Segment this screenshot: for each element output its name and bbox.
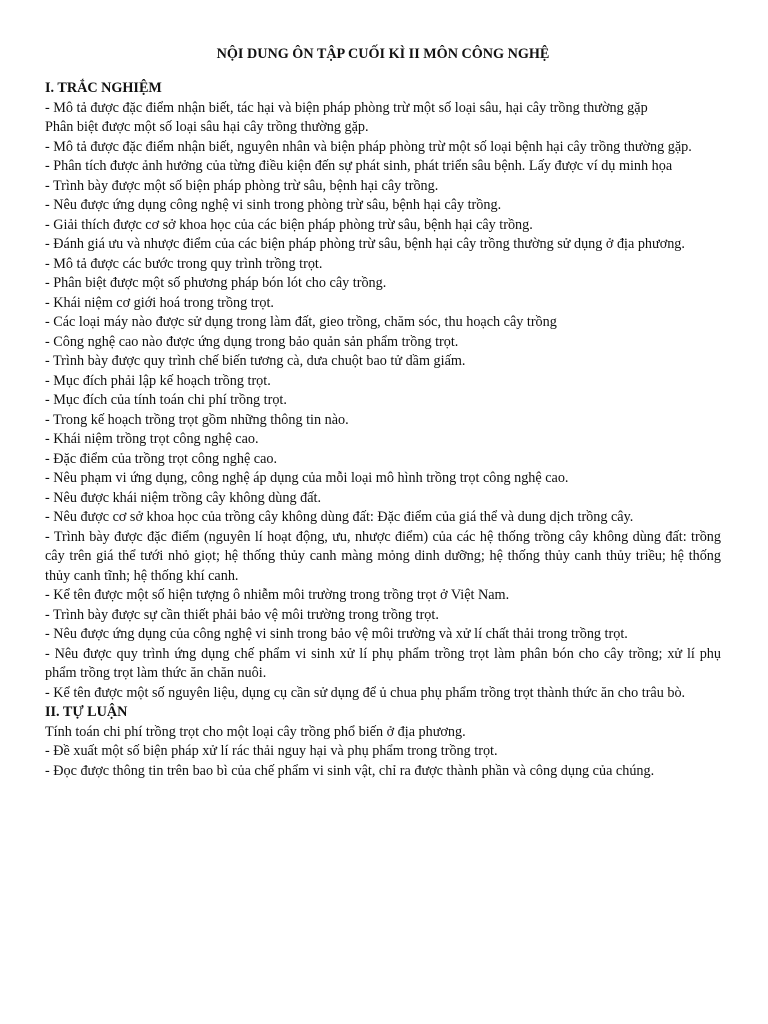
list-item: - Nêu được khái niệm trồng cây không dùng đất. (45, 489, 322, 506)
list-item: - Đánh giá ưu và nhược điểm của các biện pháp phòng trừ sâu, bệnh hại cây trồng thường sử dụng ở địa phương. (45, 236, 685, 252)
section-heading: II. TỰ LUẬN (45, 704, 128, 720)
list-item: - Mô tả được đặc điểm nhận biết, tác hại và biện pháp phòng trừ một số loại sâu, hại cây trồng thường gặp (45, 99, 648, 116)
section-essay (45, 703, 721, 781)
list-item: - Mô tả được đặc điểm nhận biết, nguyên nhân và biện pháp phòng trừ một số loại bệnh hại cây trồng thường gặp. (45, 138, 692, 155)
list-item: - Trình bày được sự cần thiết phải bảo vệ môi trường trong trồng trọt. (45, 606, 439, 623)
section-heading: I. TRẮC NGHIỆM (45, 80, 162, 96)
list-item: - Đặc điểm của trồng trọt công nghệ cao. (45, 450, 278, 467)
list-item: - Các loại máy nào được sử dụng trong làm đất, gieo trồng, chăm sóc, thu hoạch cây trồng (45, 314, 557, 330)
list-item: - Kể tên được một số hiện tượng ô nhiễm môi trường trong trồng trọt ở Việt Nam. (45, 587, 510, 603)
list-item: Tính toán chi phí trồng trọt cho một loại cây trồng phổ biến ở địa phương. (45, 723, 466, 740)
list-item: - Nêu được cơ sở khoa học của trồng cây không dùng đất: Đặc điểm của giá thể và dung dịch trồng cây. (45, 509, 634, 525)
document-page (45, 44, 721, 781)
list-item: - Giải thích được cơ sở khoa học của các biện pháp phòng trừ sâu, bệnh hại cây trồng. (45, 216, 533, 233)
list-item: - Đọc được thông tin trên bao bì của chế phẩm vi sinh vật, chỉ ra được thành phần và công dụng của chúng. (45, 762, 655, 779)
list-item: - Trong kế hoạch trồng trọt gồm những thông tin nào. (45, 411, 349, 428)
list-item: - Trình bày được quy trình chế biến tương cà, dưa chuột bao tử dầm giấm. (45, 353, 466, 369)
list-item: - Khái niệm cơ giới hoá trong trồng trọt. (45, 294, 274, 311)
list-item: - Mô tả được các bước trong quy trình trồng trọt. (45, 255, 323, 272)
list-item: - Trình bày được một số biện pháp phòng trừ sâu, bệnh hại cây trồng. (45, 177, 439, 194)
list-item: - Mục đích của tính toán chi phí trồng trọt. (45, 392, 287, 408)
list-item: - Phân tích được ảnh hưởng của từng điều kiện đến sự phát sinh, phát triển sâu bệnh. Lấy được ví dụ minh họa (45, 158, 673, 174)
list-item: - Nêu được ứng dụng công nghệ vi sinh trong phòng trừ sâu, bệnh hại cây trồng. (45, 197, 502, 213)
list-item: - Trình bày được đặc điểm (nguyên lí hoạt động, ưu, nhược điểm) của các hệ thống trồng cây không dùng đất: trồng cây trên giá thể tưới nhỏ giọt; hệ thống thủy canh màng mỏng dinh dưỡng; hệ thống thủy canh thủy triều; hệ thống thủy canh tĩnh; hệ thống khí canh. (45, 528, 721, 584)
list-item: - Kể tên được một số nguyên liệu, dụng cụ cần sử dụng để ủ chua phụ phẩm trồng trọt thành thức ăn cho trâu bò. (45, 684, 686, 701)
list-item: Phân biệt được một số loại sâu hại cây trồng thường gặp. (45, 119, 369, 135)
list-item: - Khái niệm trồng trọt công nghệ cao. (45, 431, 259, 447)
list-item: - Nêu phạm vi ứng dụng, công nghệ áp dụng của mỗi loại mô hình trồng trọt công nghệ cao. (45, 470, 569, 486)
list-item: - Nêu được quy trình ứng dụng chế phẩm vi sinh xử lí phụ phẩm trồng trọt làm phân bón cho cây trồng; xử lí phụ phẩm trồng trọt làm thức ăn chăn nuôi. (45, 645, 721, 681)
list-item: - Phân biệt được một số phương pháp bón lót cho cây trồng. (45, 275, 387, 291)
section-multiple-choice (45, 79, 721, 703)
list-item: - Nêu được ứng dụng của công nghệ vi sinh trong bảo vệ môi trường và xử lí chất thải trong trồng trọt. (45, 626, 628, 642)
document-title: NỘI DUNG ÔN TẬP CUỐI KÌ II MÔN CÔNG NGHỆ (216, 46, 550, 62)
list-item: - Mục đích phải lập kế hoạch trồng trọt. (45, 372, 271, 389)
list-item: - Đề xuất một số biện pháp xử lí rác thải nguy hại và phụ phẩm trong trồng trọt. (45, 743, 498, 759)
list-item: - Công nghệ cao nào được ứng dụng trong bảo quản sản phẩm trồng trọt. (45, 333, 459, 350)
